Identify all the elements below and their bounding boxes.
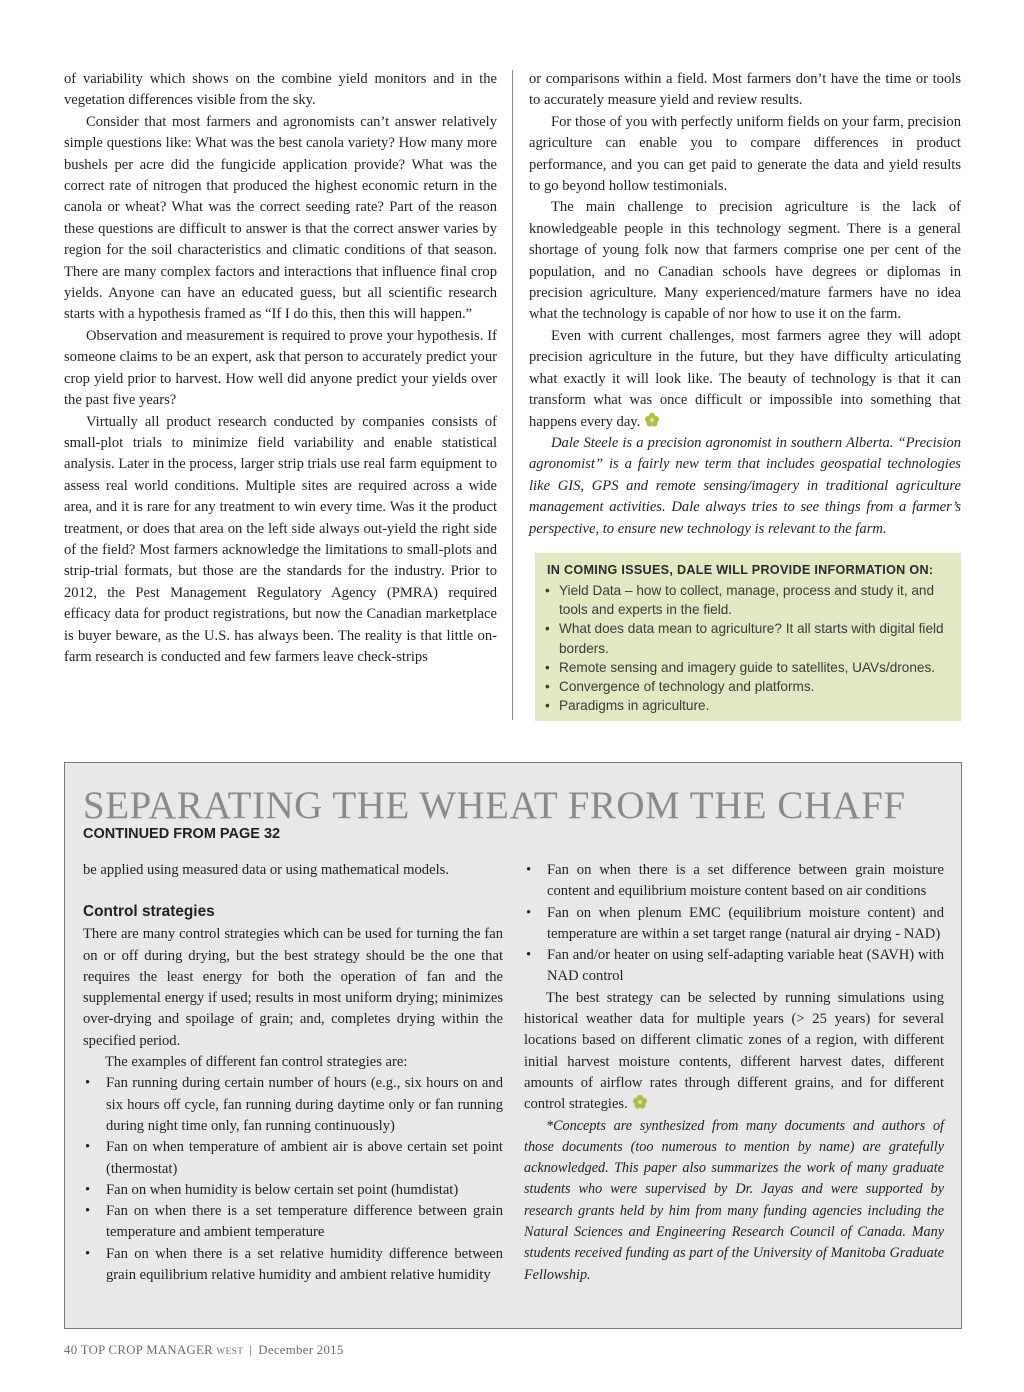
strategy-item: • Fan on when there is a set temperature difference between grain temperature and ambient temperature xyxy=(83,1201,503,1244)
strategy-item: • Fan on when there is a set relative humidity difference between grain equilibrium relative humidity and ambient relative humidity xyxy=(83,1244,503,1287)
end-mark-leaf-icon xyxy=(632,1094,648,1110)
box-paragraph: The examples of different fan control strategies are: xyxy=(105,1054,408,1071)
acknowledgement-footnote: *Concepts are synthesized from many documents and authors of those documents (too numerous to mention by name) are gratefully acknowledged. This paper also summarizes the work of many graduate students who were supervised by Dr. Jayas and were supported by research grants held by him from many funding agencies including the Natural Sciences and Engineering Research Council of Canada. Many students received funding as part of the University of Manitoba Graduate Fellowship. xyxy=(524,1117,944,1283)
callout-item: • Convergence of technology and platforms. xyxy=(545,677,955,696)
callout-item: • Yield Data – how to collect, manage, process and study it, and tools and experts in the field. xyxy=(545,581,955,619)
article-paragraph: The main challenge to precision agriculture is the lack of knowledgeable people in this technology segment. There is a general shortage of young folk now that farmers comprise one per cent of the population, and no Canadian schools have degrees or diplomas in precision agriculture. Many experienced/mature farmers have no idea what the technology is capable of nor how to use it on the farm. xyxy=(529,199,961,323)
page-number: 40 xyxy=(64,1343,78,1357)
box-right-column xyxy=(524,860,944,1286)
strategy-list xyxy=(524,860,944,988)
column-divider xyxy=(512,70,513,720)
end-mark-leaf-icon xyxy=(644,412,660,428)
callout-item: • What does data mean to agriculture? It all starts with digital field borders. xyxy=(545,619,955,657)
box-paragraph-text: The best strategy can be selected by running simulations using historical weather data for multiple years (> 25 years) for several locations based on different climatic zones of a region, with different initial harvest moisture contents, different harvest dates, different amounts of airflow rates through different grains, and for different control strategies. xyxy=(524,989,944,1113)
continued-article-box xyxy=(64,762,962,1329)
article-paragraph-end xyxy=(529,326,961,433)
page-footer xyxy=(64,1343,344,1358)
article-left-column xyxy=(64,69,497,668)
article-right-column xyxy=(529,69,961,540)
article-paragraph-text: Even with current challenges, most farmers agree they will adopt precision agriculture in the future, but they have difficulty articulating what exactly it will look like. The beauty of technology is that it can transform what was once difficult or impossible into something that happens every day. xyxy=(529,327,961,430)
continued-from-label: CONTINUED FROM PAGE 32 xyxy=(83,826,281,842)
article-paragraph: Virtually all product research conducted by companies consists of small-plot trials to minimize field variability and enable statistical analysis. Later in the process, larger strip trials use real farm equipment to assess real world conditions. Multiple sites are required across a wide area, and it is rare for any treatment to win every time. Was it the product treatment, or does that area on the left side always out-yield the right side of the field? Most farmers acknowledge the limitations to small-plots and strip-trial formats, but those are the standards for the industry. Prior to 2012, the Pest Management Regulatory Agency (PMRA) required efficacy data for product registrations, but now the Canadian marketplace is buyer beware, as the U.S. has always been. The reality is that little on-farm research is conducted and few farmers leave check-strips xyxy=(64,413,497,665)
author-bio: Dale Steele is a precision agronomist in southern Alberta. “Precision agronomist” is a fairly new term that includes geospatial technologies like GIS, GPS and remote sensing/imagery in traditional agriculture management activities. Dale always tries to see things from a farmer’s perspective, to ensure new technology is relevant to the farm. xyxy=(529,434,961,537)
upcoming-topics-callout xyxy=(535,553,961,721)
callout-item: • Paradigms in agriculture. xyxy=(545,696,955,715)
box-left-column xyxy=(83,860,503,1286)
box-title: SEPARATING THE WHEAT FROM THE CHAFF xyxy=(83,784,906,827)
box-intro: be applied using measured data or using mathematical models. xyxy=(83,862,449,878)
box-paragraph: There are many control strategies which can be used for turning the fan on or off during drying, but the best strategy should be the one that requires the least energy for both the operation of fan and the supplemental energy if used; results in most uniform drying; minimizes over-drying and spoilage of grain; and, completes drying within the specified period. xyxy=(83,926,503,1049)
magazine-name: TOP CROP MANAGER xyxy=(80,1343,214,1357)
article-paragraph: or comparisons within a field. Most farmers don’t have the time or tools to accurately measure yield and review results. xyxy=(529,71,961,109)
article-paragraph: For those of you with perfectly uniform fields on your farm, precision agriculture can enable you to compare differences in product performance, and you can get paid to generate the data and yield results to go beyond hollow testimonials. xyxy=(529,113,961,195)
strategy-item: • Fan on when there is a set difference between grain moisture content and equilibrium moisture content based on air conditions xyxy=(524,860,944,903)
issue-date: December 2015 xyxy=(258,1343,344,1357)
magazine-edition: WEST xyxy=(216,1346,244,1356)
callout-list xyxy=(545,581,955,715)
strategy-item: • Fan on when plenum EMC (equilibrium moisture content) and temperature are within a set target range (natural air drying - NAD) xyxy=(524,903,944,946)
strategy-item: • Fan running during certain number of hours (e.g., six hours on and six hours off cycle, fan running during daytime only or fan running during night time only, fan running continuously) xyxy=(83,1073,503,1137)
strategy-item: • Fan and/or heater on using self-adapting variable heat (SAVH) with NAD control xyxy=(524,945,944,988)
box-paragraph-end xyxy=(524,988,944,1116)
section-subheading: Control strategies xyxy=(83,903,215,921)
article-paragraph: Consider that most farmers and agronomists can’t answer relatively simple questions like: What was the best canola variety? How many more bushels per acre did the fungicide application provide? What was the correct rate of nitrogen that produced the highest economic return in the canola or wheat? What was the correct seeding rate? Part of the reason these questions are difficult to answer is that the correct answer varies by region for the soil characteristics and climatic conditions of that season. There are many complex factors and interactions that influence final crop yields. Anyone can have an educated guess, but all scientific research starts with a hypothesis framed as “If I do this, then this will happen.” xyxy=(64,113,497,323)
callout-item: • Remote sensing and imagery guide to satellites, UAVs/drones. xyxy=(545,658,955,677)
callout-heading: IN COMING ISSUES, DALE WILL PROVIDE INFORMATION ON: xyxy=(547,563,934,577)
strategy-item: • Fan on when temperature of ambient air is above certain set point (thermostat) xyxy=(83,1137,503,1180)
strategy-item: • Fan on when humidity is below certain set point (humdistat) xyxy=(83,1180,503,1201)
footer-separator: | xyxy=(249,1343,253,1357)
article-paragraph: of variability which shows on the combine yield monitors and in the vegetation differences visible from the sky. xyxy=(64,71,497,109)
strategy-list xyxy=(83,1073,503,1286)
article-paragraph: Observation and measurement is required to prove your hypothesis. If someone claims to be an expert, ask that person to accurately predict your crop yield prior to harvest. How well did anyone predict your yields over the past five years? xyxy=(64,327,497,409)
